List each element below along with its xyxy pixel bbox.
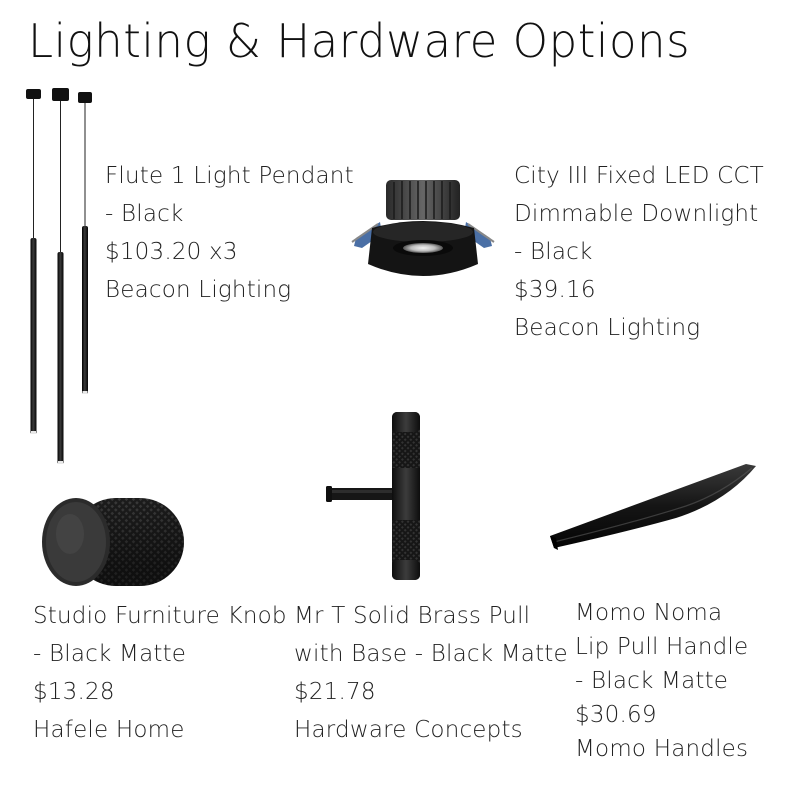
product-price: $39.16 xyxy=(514,277,596,303)
product-name-cont: Lip Pull Handle xyxy=(575,634,749,660)
product-caption-pendant xyxy=(105,157,354,309)
product-caption-lip-pull xyxy=(575,596,748,766)
product-supplier: Momo Handles xyxy=(575,736,749,762)
product-name: Flute 1 Light Pendant xyxy=(105,163,354,189)
product-finish: - Black Matte xyxy=(33,641,187,667)
page-title: Lighting & Hardware Options xyxy=(28,14,691,68)
product-supplier: Hafele Home xyxy=(33,717,185,743)
product-name-cont: Dimmable Downlight xyxy=(514,201,759,227)
product-finish: - Black Matte xyxy=(575,668,729,694)
knob-icon xyxy=(38,494,188,590)
product-name: Mr T Solid Brass Pull xyxy=(294,603,531,629)
product-price: $30.69 xyxy=(575,702,657,728)
product-price: $21.78 xyxy=(294,679,376,705)
lip-pull-icon xyxy=(546,462,760,554)
product-supplier: Beacon Lighting xyxy=(514,315,701,341)
product-finish: with Base - Black Matte xyxy=(294,641,568,667)
product-supplier: Beacon Lighting xyxy=(105,277,292,303)
product-price: $13.28 xyxy=(33,679,115,705)
downlight-icon xyxy=(348,176,498,291)
t-pull-icon xyxy=(326,410,426,582)
product-caption-knob xyxy=(33,597,287,749)
product-supplier: Hardware Concepts xyxy=(294,717,523,743)
product-name: City III Fixed LED CCT xyxy=(514,163,764,189)
product-caption-downlight xyxy=(514,157,764,347)
product-name: Momo Noma xyxy=(575,600,723,626)
product-finish: - Black xyxy=(514,239,593,265)
product-caption-t-pull xyxy=(294,597,568,749)
pendant-light-icon xyxy=(20,86,100,471)
product-name: Studio Furniture Knob xyxy=(33,603,287,629)
product-price: $103.20 x3 xyxy=(105,239,238,265)
product-finish: - Black xyxy=(105,201,184,227)
